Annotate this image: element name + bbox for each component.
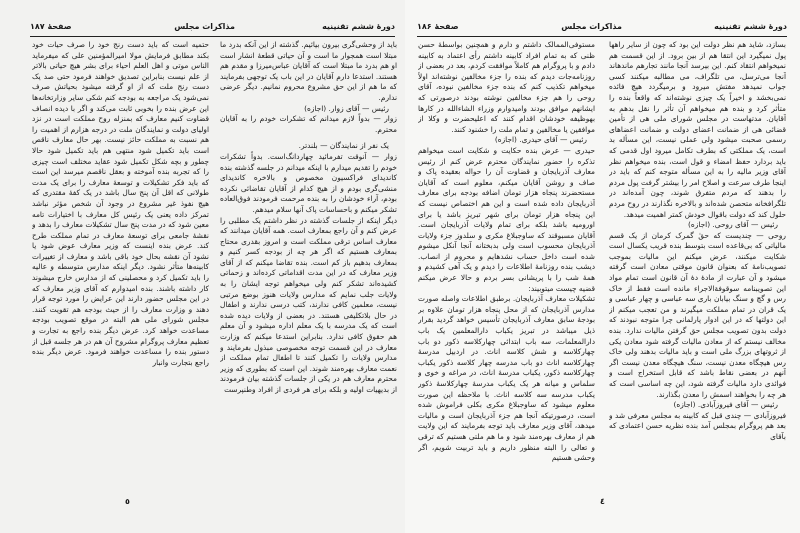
- header-rule: [30, 36, 395, 37]
- paragraph: حیدری — عرض بنده حکایت و شکایت است میخواهم تذکره را حضور نمایندگان محترم عرض کنم از رئیس معارف آذربایجان و قضاوت آن را حواله بعقیده پاک و صاف و روشن آقایان میکنم، معلوم است که آقایان مستحضرند پنجاه هزار تومان اضافه بودجه برای معارف آذربایجان داده شده است و این هم اختصاص نیست که این پنجاه هزار تومان برای شهر تبریز باشد یا برای اورومیه باشد بلکه برای تمام ولایات آذربایجان است. آقایان مسبوقند که ساوجبلاغ مکری و سلدوز جزء ولایات آذربایجان محسوب است ولی بدبختانه آنجا آنکل میشوم شده است داخل حساب نشدهایم و محروم از انصاب. دیشب بنده روزنامهٔ اطلاعات را دیدم و یک آهی کشیدم و همهٔ شب را با پریشانی بسر بردم و حالا عرض میکنم قضیه چیست میتوبیند:: [418, 145, 595, 293]
- speaker-line: رئیس — آقای حیدری. (اجازه): [494, 135, 587, 145]
- paragraph: فیروزآبادی — چندی قبل که کابینه به مجلس معرفی شد و بعد هم پروگرام بمجلس آمد بنده نظریه حسن اعتمادی که بآقای: [609, 410, 786, 441]
- paragraph: بسازد، شاید هم نظر دولت این بود که چون از سایر راهها پول نمیگیرد این انتقا هم از بین برود. از این قسمت هم نمیخواهم انتقاد کنم. این بیرسد آنجا مانند تجارهم ماندهاند آنجا می‌ترسل، می تلگراف، می مطالبه میکنند کسی جواب نمیدهد مفتش میرود و برمیگردد هیچ فائده نمی‌بخشد و اخیراً یک چیزی نوشته‌اند که واقعاً بنده را متأثر کرد و بنده هم میخواهم آن تأثر را نقل بدهم به آقایان. مدتهاست در مجلس شورای ملی هی از تأمین قضائی هی از ضمانت اعضای دولت و ضمانت اعضاهای رسمی صحبت میشود ولی عملی نیست، این مسأله بد است، یک مملکتی که بطرف تکامل میرود اول قدمی که باید بردارد حفظ امضاء و قول است، بنده میخواهم نظر آقای وزیر مالیه را به این مسأله متوجه کنم که باید در اینجا طرف سرعت و اصلاح امر را بیشتر گرفت پول مردم را بدهند که مردم متفرق شوند، چون آمده‌اند در تلگرافخانه متحصن شده‌اند و بالاخره نگذارند در روح مردم حلول کند که دولت باقوال خودش کمتر اهمیت میدهد.: [609, 40, 786, 219]
- speaker-line: رئیس — آقای زوار. (اجازه): [304, 103, 389, 113]
- paragraph: زوار — آنوقت تفرمائید چهاردانگ‌است. بدواً تشکرات خودم را تقدیم میدارم با اینکه میدانم در جلسه گذشته بنده کاندیدای فراکسیون مخصوص و بالاخره کاندیدای منشی‌گری بودم و از هیچ کدام از آقایان تقاضائی نکرده بودم، آراء خودشان را به بنده مرحمت فرمودند فوق‌العاده تشکر میکنم و باحساسات پاک آنها سلام میدهم.: [220, 151, 397, 214]
- paragraph: مستوفی‌الممالک داشتم و دارم و همچنین بواسطهٔ حسن ظنی که به تمام افراد کابینه داشتم رأی اعتماد به کابینه دادم و با پروگرام هم کاملاً موافقت کردم، بعد در بعضی از روزنامه‌جات دیدم که بنده را جزء مخالفین نوشته‌اند اولاً میخواهم تکذیب کنم که بنده جزء مخالفین نبوده، آقای روحی را هم جزء مخالفین نوشته بودند درصورتی که ایشانهم موافق بودند وامیدوارم وزراء الشاءالله در کارها بهوظیفه خودشان اقدام کنند که اعلیحضرت و وکلا از موافقین یا مخالفین و تمام ملت را خشنود کنند.: [418, 40, 595, 134]
- header-series: دورهٔ ششم تقنینیه: [714, 22, 787, 31]
- paragraph: تشکیلات معارف آذربایجان. برطبق اطلاعات واصله صورت مدارس آذربایجان که از محل پنجاه هزار تومان علاوه بر بودجهٔ سابق معارف آذربایجان تأسیس خواهد گردید بقرار ذیل میباشد در تبریز یکباب دارالمعلمین یک باب دارالمعلمات، سه باب ابتدائی چهارکلاسه ذکور دو باب چهارکلاسه و شش کلاسه اناث. در اردبیل مدرسهٔ چهارکلاسه اناث دو باب مدرسه چهار کلاسه ذکور یکباب چهارکلاسه ذکور، یکباب مدرسهٔ اناث، در مراغه و خوی و سلماس و میانه هر یک یکباب مدرسهٔ چهارکلاسهٔ ذکور یکباب مدرسه سه کلاسه اناث. با ملاحظه این صورت معلوم میشود که ساوجبلاغ مکری بکلی فراموش شده است، درصورتیکه آنجا هم جزء آذربایجان است و مالیات میدهد، آقای وزیر معارف باید توجه بفرمایند که این ولایت هم از معارف بهره‌مند شود و ما هم ملتی هستیم که ترقی و تعالی را البته منظور داریم و باید تربیت شویم، اگر وحشی هستیم: [418, 294, 595, 463]
- paragraph: روحی — چندیست که حقٰ گمرک کرمان از یک قسم مالیاتی که بی‌قاعده است بتوسط بنده قریب یکسال است شکایت میکنند، عرض میکنم این مالیات بموجب تصویب‌نامهٔ که بعنوان قانون موقتی معادن است گرفته میشود و آن عبارت از مادهٔ دهٔ آن قانون است تمام مواد این تصویبنامه سوقوفةالاجراء مانده است فقط از خاک رس و گچ و سنگ بیابان باری سه عباسی و چهار عباسی و یک قران در تمام مملکت میگیرند و من تعجب میکنم از این دولتها که در این ادوار پارلمانی چرا متوجه نبودند که دولت بدون تصویب مجلس حق گرفتن مالیات ندارد. بنده مخالف نیستم که از معادن مالیات گرفته شود معادن یکی از ثروتهای بزرگ ملی است و باید مالیات بدهند ولی خاک رس هیچگاه معدن نیست، سنگ هیچگاه معدن نیست اگر آنهم در بعضی نقاط باشد که قابل استخراج است و فوائدی دارد مالیات گرفته شود، این چه اساسی است که هر چه را بخواهند اسمش را معدن بگذارند.: [609, 230, 786, 399]
- page-header: [30, 22, 395, 36]
- header-series: دورهٔ ششم تقنینیه: [322, 22, 395, 31]
- text-column-left: [32, 40, 209, 492]
- speaker-line: رئیس — آقای روحی. (اجازه): [688, 220, 778, 230]
- text-column-left: [418, 40, 595, 492]
- page-header: [417, 22, 787, 36]
- text-column-right: [609, 40, 786, 492]
- header-rule: [417, 36, 787, 37]
- paragraph: دیگر اینکه از جلسات گذشته در نظر داشتم یک مطلبی را عرض کنم و آن راجع بمعارف است. همه آقایان میدانند که معارف اساس ترقی مملکت است و امروز بقدری محتاج بمعارف هستیم که اگر هر چه از بودجه کسر کنیم و بمعارف بدهیم باز کم است. بنده تقاضا میکنم که از آقای وزیر معارف که در این مدت اقداماتی کرده‌اند و زحماتی کشیده‌اند تشکر کنم ولی میخواهم توجه ایشان را به ولایات جلب نمایم که مدارس ولایات هنوز بوضع مرتبی نیست، معلمین کافی ندارند، کتب درسی ندارند و اطفال در حال بلاتکلیفی هستند. در بعضی از ولایات دیده شده است که یک مدرسه با یک معلم اداره میشود و آن معلم هم حقوق کافی ندارد. بنابراین استدعا میکنم که وزارت معارف در این قسمت توجه مخصوصی مبذول بفرمایند و مدارس ولایات را تکمیل کنند تا اطفال تمام مملکت از نعمت معارف بهره‌مند شوند. این است که بطوری که وزیر محترم معارف هم در یکی از جلسات گذشته بیان فرمودند از بدیهیات اولیه و بلکه برای هر فردی از افراد وطنپرست: [220, 215, 397, 394]
- header-page-number: صفحهٔ ۱۸۷: [30, 22, 72, 31]
- right-page: [405, 0, 800, 533]
- footer-number: ٤: [600, 497, 605, 506]
- header-title: مذاکرات مجلس: [561, 22, 622, 31]
- header-page-number: صفحهٔ ۱۸۶: [417, 22, 459, 31]
- paragraph: زوار — بدواً لازم میدانم که تشکرات خودم را به آقایان محترم.: [220, 114, 397, 134]
- footer-number: ٥: [125, 497, 130, 506]
- interjection: یک نفر از نمایندگان — بلندتر.: [298, 141, 389, 151]
- text-column-right: [220, 40, 397, 492]
- paragraph: باید از وحشی‌گری بیرون بیائیم. گذشته از این آنکه بدرد ما مبتلا است همجوار ما است و آن حیاتی قطعهٔ انشار است او هم بدرد ما مبتلا است که آقایان عباس‌میرزا و مقدم هم هستند. استدعا دارم آقایان در این باب یک توجهی بفرمایند که ما هم از این حق مشروع محروم نمانیم. دیگر عرضی ندارم.: [220, 40, 397, 102]
- speaker-line: رئیس — آقای فیروزآبادی. (اجازه): [673, 400, 778, 410]
- header-title: مذاکرات مجلس: [174, 22, 235, 31]
- paragraph: حتمیه است که باید دست رنج خود را صرف حیات خود بکند مطابق فرمایش مولا امیرالمؤمنین علی که میفرماید الناس موتی و اهل العلم احیاء برای بشر هیچ حیاتی بالاتر از علم نیست بنابراین تصدیق خواهند فرمود حتی صد یک دست رنج ملت که از او گرفته میشود بحیاتش صرف نمی‌شود یک مراجعه به بودجه کنم شکی سایر وزارتخانه‌ها این عرض بنده را بخوبی ثابت می‌کند و اگر با دیده انصاف قضاوت کنیم معارف که بمنزله روح مملکت است در نزد اولیای دولت و نمایندگان ملت در درجه هزارم از اهمیت را هم نسبت به مملکت حائز نیست. بهر حال معارف ناقص است باید تکمیل شود منتهی هم باید تکمیل شود حالا چطور و بچه شکل تکمیل شود عقاید مختلف است چیزی را که تجربه بنده آموخته و بعقل ناقصم میرسد این است که باید فکر تشکیلات و توسعهٔ معارف را برای یک مدت طولانی که اقل آن پنج سال باشد در یک کفهٔ مقتدری که هیچ نفوذ غیر مشروع در وجود آن شخص مؤثر نباشد تمرکز داده یعنی یک رئیس کل معارف با اختیارات تامه معین شود که در مدت پنج سال تشکیلات معارف را بدهد و نقشهٔ جامعی برای توسعهٔ معارف در تمام مملکت طرح کند. عرض بنده اینست که وزیر معارف عوض شود یا نشود آن نقشه بحال خود باقی باشد و معارف از تغییرات کابینه‌ها متأثر نشود. دیگر اینکه مدارس متوسطه و عالیه را باید تکمیل کرد و محصلینی که از مدارس خارج میشوند کار داشته باشند. بنده امیدوارم که آقای وزیر معارف که در این مجلس حضور دارند این عرایض را مورد توجه قرار دهند و وزارت معارف را از حیث بودجه هم تقویت کنند. مجلس شورای ملی هم البته در موقع تصویب بودجه مساعدت خواهد کرد. عرض دیگر بنده راجع به تجارت و تعظیم معارف پروگرام مشروح آن هم در هر جلسه قبل از دستور بنده را مساعدت خواهند فرمود. عرض دیگر بنده راجع بتجارت وانبار: [32, 40, 209, 367]
